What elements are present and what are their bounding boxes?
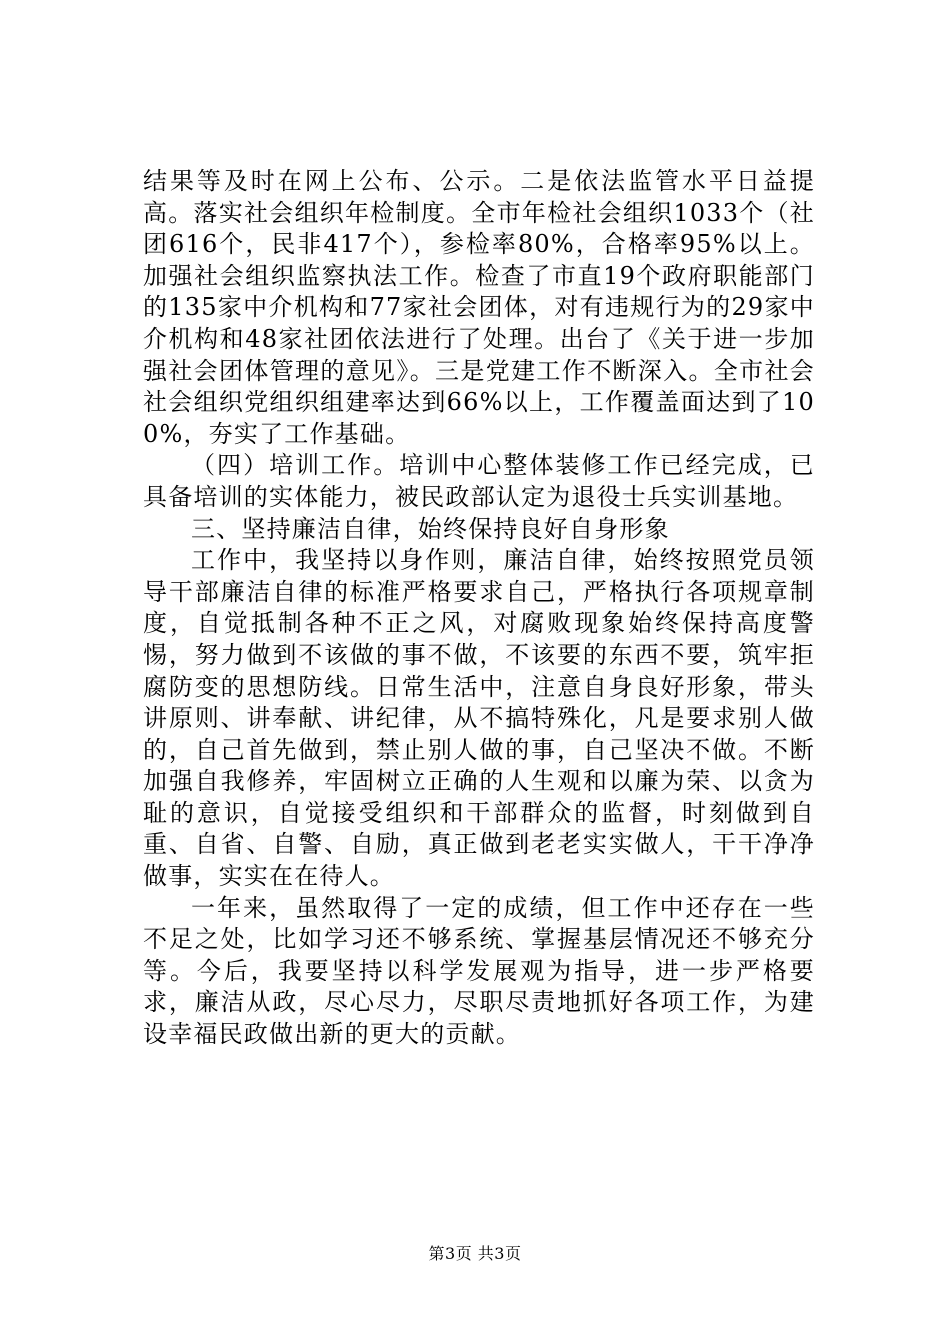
paragraph-conclusion: 一年来，虽然取得了一定的成绩，但工作中还存在一些不足之处，比如学习还不够系统、掌握基层情况还不够充分等。今后，我要坚持以科学发展观为指导，进一步严格要求，廉洁从政，尽心尽力，尽职尽责地抓好各项工作，为建设幸福民政做出新的更大的贡献。 — [143, 893, 815, 1049]
paragraph-integrity: 工作中，我坚持以身作则，廉洁自律，始终按照党员领导干部廉洁自律的标准严格要求自己，严格执行各项规章制度，自觉抵制各种不正之风，对腐败现象始终保持高度警惕，努力做到不该做的事不做，不该要的东西不要，筑牢拒腐防变的思想防线。日常生活中，注意自身良好形象，带头讲原则、讲奉献、讲纪律，从不搞特殊化，凡是要求别人做的，自己首先做到，禁止别人做的事，自己坚决不做。不断加强自我修养，牢固树立正确的人生观和以廉为荣、以贪为耻的意识，自觉接受组织和干部群众的监督，时刻做到自重、自省、自警、自励，真正做到老老实实做人，干干净净做事，实实在在待人。 — [143, 546, 815, 891]
paragraph-supervision: 结果等及时在网上公布、公示。二是依法监管水平日益提高。落实社会组织年检制度。全市年检社会组织1033个（社团616个，民非417个），参检率80%，合格率95%以上。加强社会组织监察执法工作。检查了市直19个政府职能部门的135家中介机构和77家社会团体，对有违规行为的29家中介机构和48家社团依法进行了处理。出台了《关于进一步加强社会团体管理的意见》。三是党建工作不断深入。全市社会社会组织党组织组建率达到66%以上，工作覆盖面达到了100%，夯实了工作基础。 — [143, 167, 815, 448]
document-body — [143, 166, 815, 1051]
section-heading-integrity: 三、坚持廉洁自律，始终保持良好自身形象 — [191, 514, 670, 543]
page-footer: 第3页 共3页 — [428, 1244, 522, 1263]
paragraph-training: （四）培训工作。培训中心整体装修工作已经完成，已具备培训的实体能力，被民政部认定为退役士兵实训基地。 — [143, 451, 815, 511]
